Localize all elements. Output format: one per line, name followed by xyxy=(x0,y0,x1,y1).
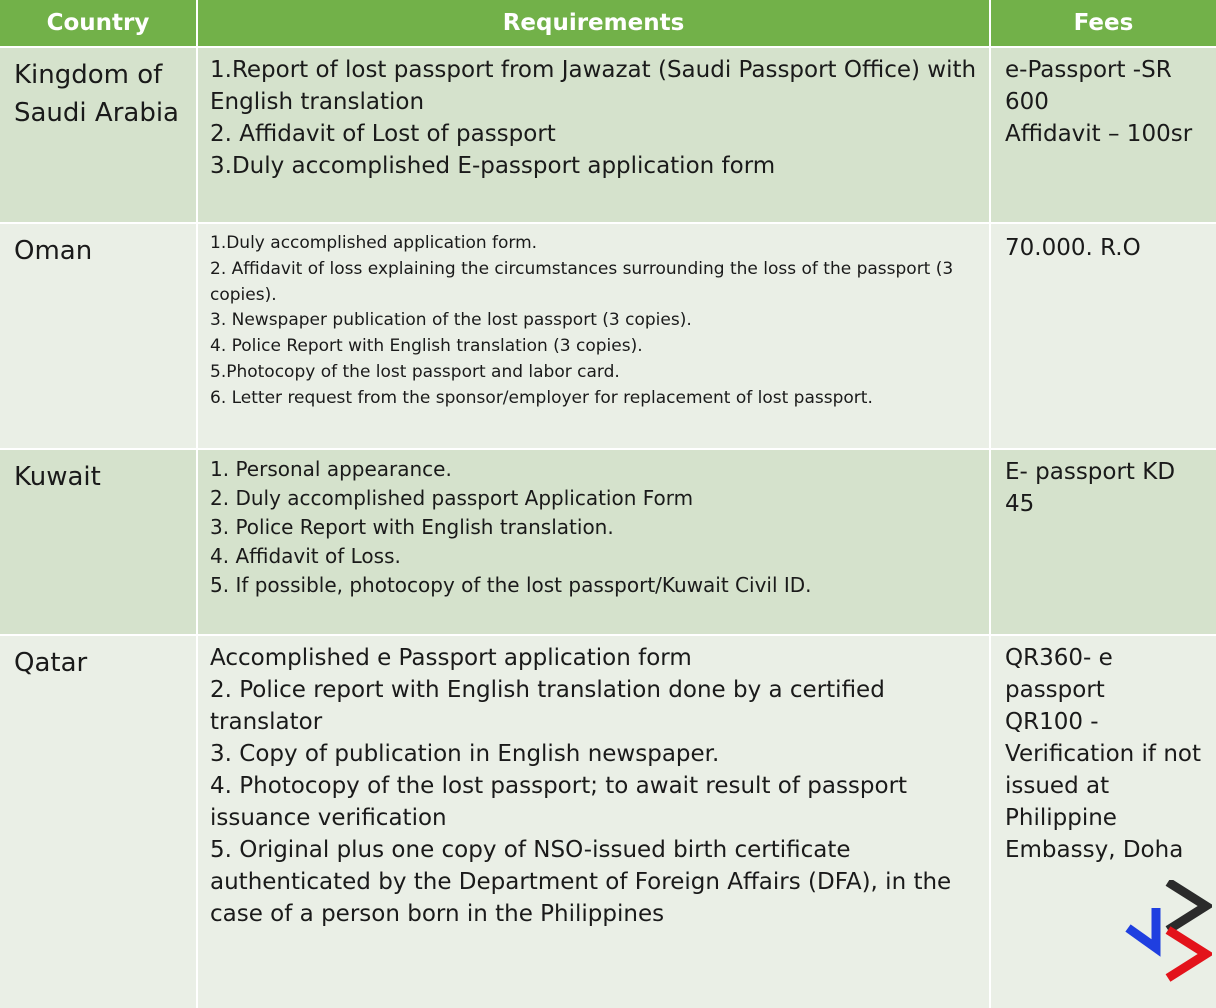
header-country: Country xyxy=(0,0,198,46)
table-row xyxy=(0,450,1216,636)
fees-cell xyxy=(991,450,1216,634)
requirement-item: 4. Affidavit of Loss. xyxy=(210,544,401,568)
requirement-item: 2. Police report with English translation done by a certified translator xyxy=(210,677,885,735)
requirement-item: 1. Personal appearance. xyxy=(210,457,452,481)
requirement-item: 5. Original plus one copy of NSO-issued birth certificate authenticated by the Department of Foreign Affairs (DFA), in the case of a person born in the Philippines xyxy=(210,837,952,927)
header-fees: Fees xyxy=(1073,10,1134,36)
table-header xyxy=(0,0,1216,48)
country-cell: Oman xyxy=(0,224,198,448)
fee-item: QR100 - Verification if not issued at Philippine Embassy, Doha xyxy=(1005,709,1202,863)
requirement-item: 2. Affidavit of loss explaining the circumstances surrounding the loss of the passport (3 copies). xyxy=(210,258,954,305)
requirement-item: 2. Affidavit of Lost of passport xyxy=(210,121,556,147)
fee-item: 70.000. R.O xyxy=(1005,235,1141,261)
requirement-item: 4. Police Report with English translation (3 copies). xyxy=(210,336,643,357)
requirement-item: 6. Letter request from the sponsor/employer for replacement of lost passport. xyxy=(210,387,873,408)
requirement-item: 5. If possible, photocopy of the lost passport/Kuwait Civil ID. xyxy=(210,573,812,597)
header-requirements: Requirements xyxy=(198,0,991,46)
fee-item: E- passport KD 45 xyxy=(1005,459,1176,517)
country-cell: Qatar xyxy=(0,636,198,1008)
fee-item: e-Passport -SR 600 xyxy=(1005,57,1172,115)
requirement-item: 3. Police Report with English translation. xyxy=(210,515,614,539)
requirement-item: 3. Copy of publication in English newspaper. xyxy=(210,741,720,767)
table-row xyxy=(0,224,1216,450)
requirements-cell xyxy=(198,224,991,448)
requirement-item: 4. Photocopy of the lost passport; to await result of passport issuance verification xyxy=(210,773,908,831)
table-row xyxy=(0,48,1216,224)
country-cell: Kingdom of Saudi Arabia xyxy=(0,48,198,222)
fees-cell xyxy=(991,224,1216,448)
table-row xyxy=(0,636,1216,1008)
requirement-item: 1.Report of lost passport from Jawazat (Saudi Passport Office) with English translation xyxy=(210,57,977,115)
requirement-item: Accomplished e Passport application form xyxy=(210,645,692,671)
requirements-cell xyxy=(198,48,991,222)
requirements-cell xyxy=(198,450,991,634)
requirement-item: 5.Photocopy of the lost passport and labor card. xyxy=(210,361,620,382)
fee-item: QR360- e passport xyxy=(1005,645,1113,703)
requirement-item: 1.Duly accomplished application form. xyxy=(210,233,538,253)
fee-item: Affidavit – 100sr xyxy=(1005,121,1193,147)
requirements-cell xyxy=(198,636,991,1008)
requirement-item: 2. Duly accomplished passport Application Form xyxy=(210,486,694,510)
country-cell: Kuwait xyxy=(0,450,198,634)
fees-cell xyxy=(991,48,1216,222)
jb-monogram-logo-icon xyxy=(1122,880,1212,984)
requirement-item: 3. Newspaper publication of the lost passport (3 copies). xyxy=(210,310,692,331)
requirement-item: 3.Duly accomplished E-passport application form xyxy=(210,153,776,179)
